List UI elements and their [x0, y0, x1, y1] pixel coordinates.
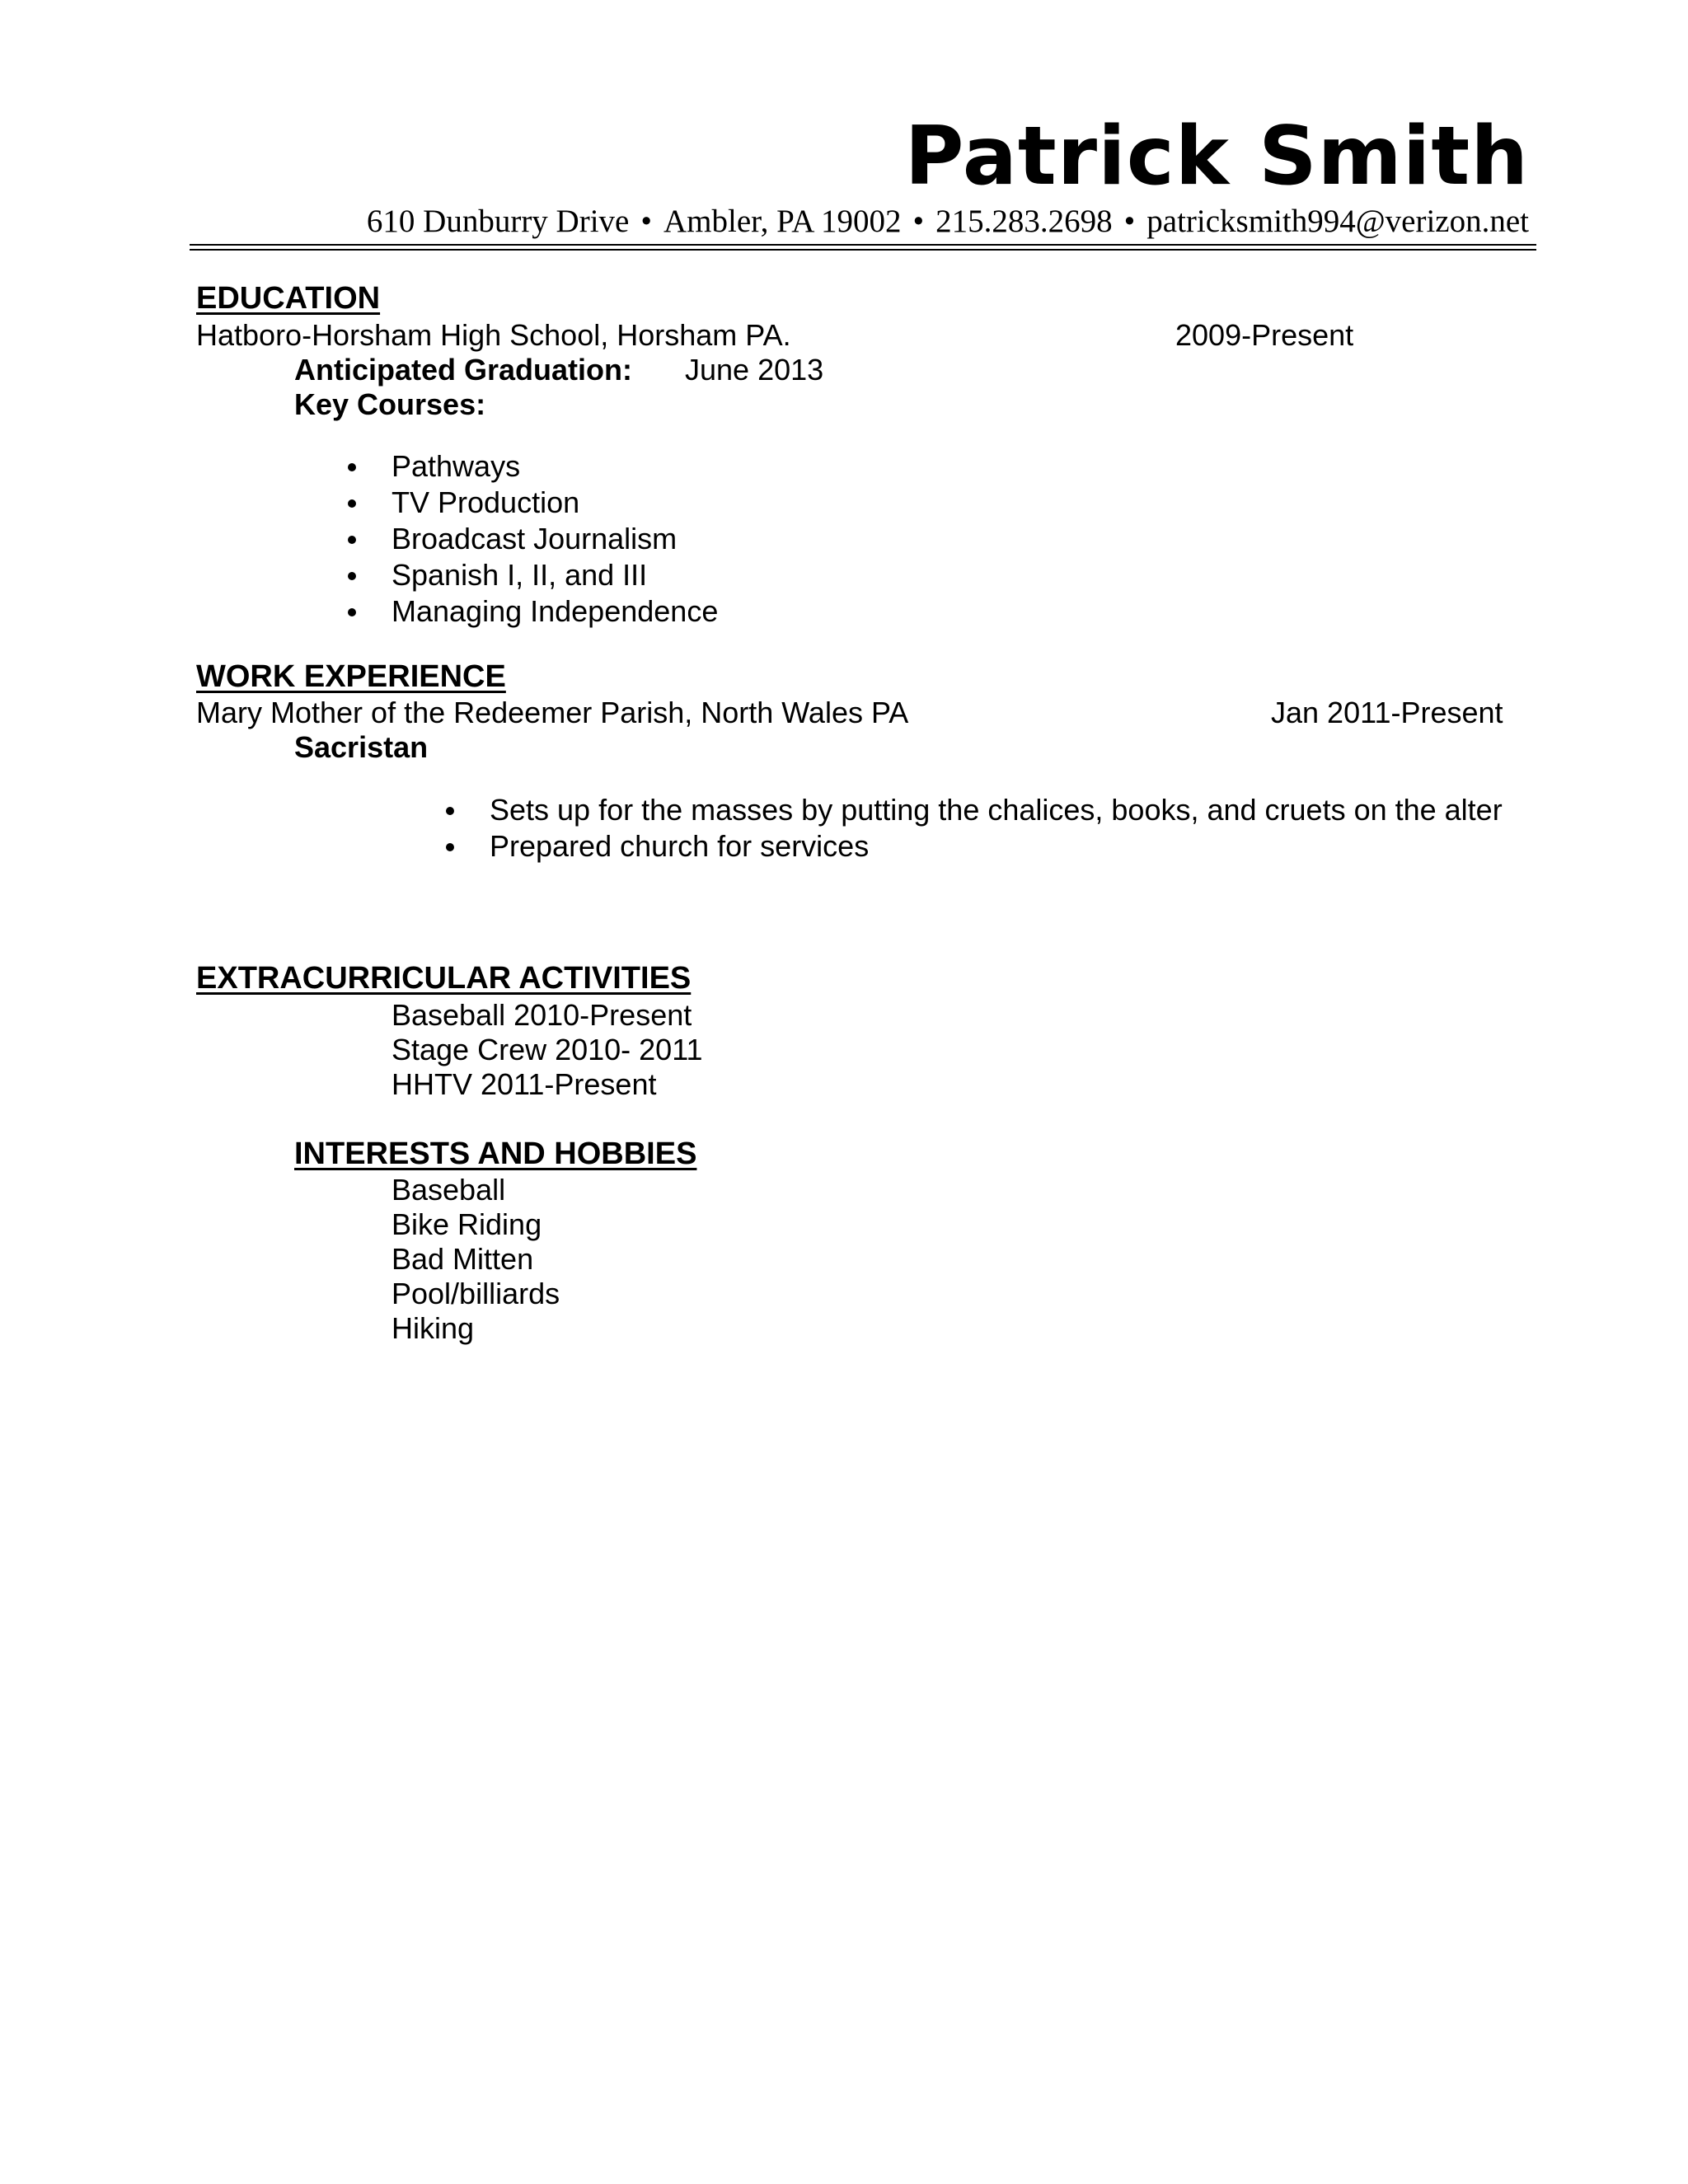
list-item: Stage Crew 2010- 2011 [392, 1033, 703, 1066]
list-item: Managing Independence [392, 594, 719, 628]
contact-separator: • [640, 204, 653, 239]
contact-phone: 215.283.2698 [935, 204, 1113, 239]
graduation-label: Anticipated Graduation: [294, 353, 633, 387]
list-item: Pathways [392, 448, 718, 485]
extracurricular-list [392, 998, 703, 1102]
education-school: Hatboro-Horsham High School, Horsham PA. [196, 318, 791, 352]
list-item: Baseball [392, 1173, 506, 1207]
contact-email: patricksmith994@verizon.net [1146, 204, 1529, 239]
list-item: Broadcast Journalism [392, 521, 718, 557]
work-employer: Mary Mother of the Redeemer Parish, North Wales PA [196, 696, 909, 729]
graduation-value: June 2013 [685, 353, 824, 387]
interests-list [392, 1173, 560, 1346]
list-item: Pool/billiards [392, 1277, 560, 1310]
header-rule-bottom [190, 249, 1536, 251]
work-duties-list [490, 792, 1503, 865]
interests-heading: INTERESTS AND HOBBIES [294, 1137, 697, 1171]
list-item: Bike Riding [392, 1207, 542, 1241]
key-courses-list [392, 448, 718, 630]
list-item: Sets up for the masses by putting the chalices, books, and cruets on the alter [490, 793, 1503, 827]
list-item: HHTV 2011-Present [392, 1067, 657, 1101]
extracurricular-heading: EXTRACURRICULAR ACTIVITIES [196, 961, 692, 996]
contact-address: 610 Dunburry Drive [366, 204, 630, 239]
list-item: Bad Mitten [392, 1242, 534, 1276]
education-heading: EDUCATION [196, 281, 381, 316]
resume-name: Patrick Smith [904, 110, 1529, 204]
contact-separator: • [1123, 204, 1136, 239]
key-courses-label: Key Courses: [294, 387, 486, 421]
list-item: Baseball 2010-Present [392, 998, 692, 1032]
list-item: Prepared church for services [490, 828, 1503, 865]
list-item: Hiking [392, 1311, 475, 1345]
contact-city: Ambler, PA 19002 [663, 204, 902, 239]
education-dates: 2009-Present [1175, 318, 1354, 352]
work-dates: Jan 2011-Present [1271, 696, 1503, 729]
header-rule-top [190, 244, 1536, 246]
work-title: Sacristan [294, 730, 429, 764]
list-item: Spanish I, II, and III [392, 557, 718, 593]
work-heading: WORK EXPERIENCE [196, 659, 506, 694]
list-item: TV Production [392, 485, 718, 521]
contact-separator: • [912, 204, 925, 239]
contact-line [367, 201, 1529, 242]
